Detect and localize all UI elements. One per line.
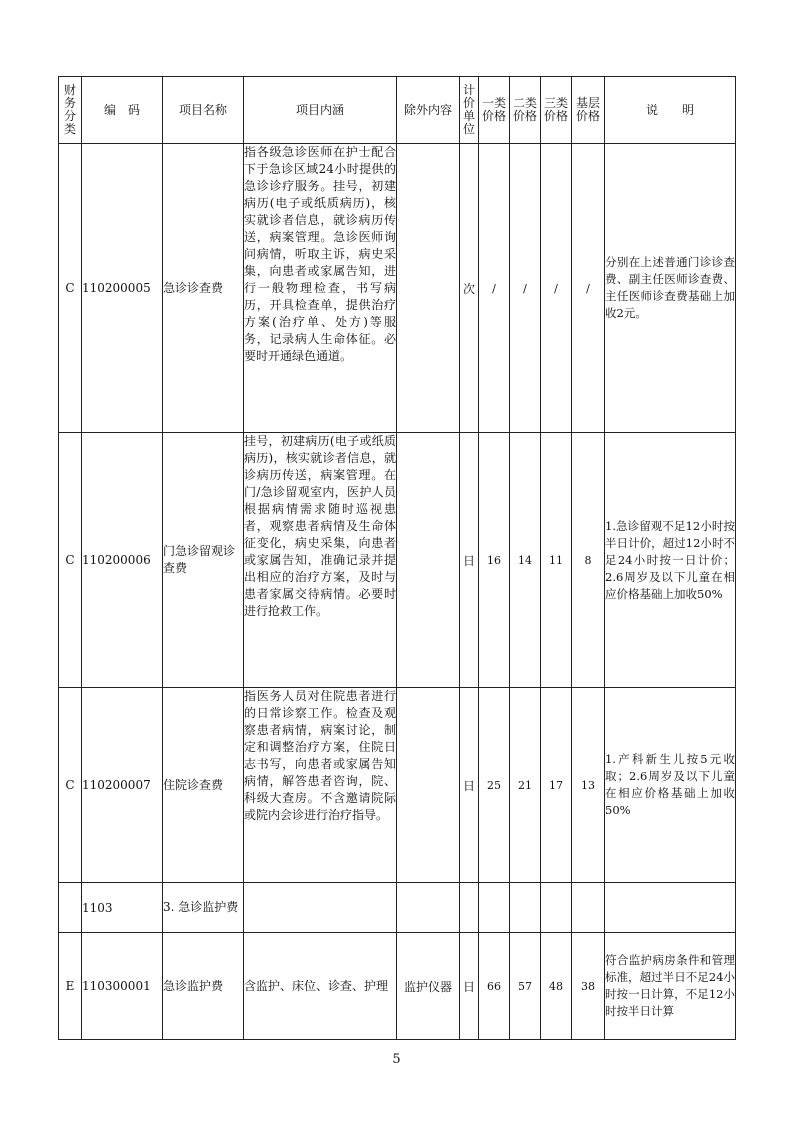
row-grassroots: 38	[572, 933, 605, 1040]
row-note: 符合监护病房条件和管理标准，超过半日不足24小时按一日计算，不足12小时按半日计算	[605, 933, 736, 1040]
row-unit: 日	[460, 433, 479, 688]
row-note: 1.急诊留观不足12小时按半日计价，超过12小时不足24小时按一日计价；2.6周岁及以下儿童在相应价格基础上加收50%	[605, 433, 736, 688]
row-note: 分别在上述普通门诊诊查费、副主任医师诊查费、主任医师诊查费基础上加收2元。	[605, 144, 736, 433]
header-code: 编 码	[82, 77, 163, 144]
header-unit: 计价单位	[460, 77, 479, 144]
header-price1: 一类价格	[479, 77, 510, 144]
row-unit	[460, 883, 479, 933]
row-content: 指医务人员对住院患者进行的日常诊察工作。检查及观察患者病情，病案讨论，制定和调整治疗方案，住院日志书写，向患者或家属告知病情，解答患者咨询，院、科级大查房。不含邀请院际或院内会诊进行治疗指导。	[244, 688, 397, 883]
table-row	[59, 144, 736, 433]
row-grassroots	[572, 883, 605, 933]
row-exclusions: 监护仪器	[397, 933, 460, 1040]
row-price2: 14	[510, 433, 541, 688]
row-price2	[510, 883, 541, 933]
row-unit: 日	[460, 688, 479, 883]
pricing-table	[58, 76, 736, 1040]
header-name: 项目名称	[163, 77, 244, 144]
table-row	[59, 688, 736, 883]
row-price1: /	[479, 144, 510, 433]
row-name: 门急诊留观诊查费	[163, 433, 244, 688]
row-price1: 25	[479, 688, 510, 883]
row-note	[605, 883, 736, 933]
row-price3	[541, 883, 572, 933]
header-price3: 三类价格	[541, 77, 572, 144]
row-name: 急诊诊查费	[163, 144, 244, 433]
row-price2: /	[510, 144, 541, 433]
row-price1	[479, 883, 510, 933]
row-grassroots: 13	[572, 688, 605, 883]
row-grassroots: /	[572, 144, 605, 433]
row-content: 挂号，初建病历(电子或纸质病历)，核实就诊者信息，就诊病历传送，病案管理。在门/急诊留观室内，医护人员根据病情需求随时巡视患者，观察患者病情及生命体征变化，病史采集，向患者或家属告知，准确记录并提出相应的治疗方案，及时与患者家属交待病情。必要时进行抢救工作。	[244, 433, 397, 688]
row-grassroots: 8	[572, 433, 605, 688]
row-price1: 66	[479, 933, 510, 1040]
row-price3: 11	[541, 433, 572, 688]
section-title: 3. 急诊监护费	[163, 883, 244, 933]
row-category	[59, 883, 82, 933]
page-number: 5	[392, 1052, 401, 1067]
section-row	[59, 883, 736, 933]
row-category: E	[59, 933, 82, 1040]
header-note: 说 明	[605, 77, 736, 144]
row-content	[244, 883, 397, 933]
row-exclusions	[397, 688, 460, 883]
row-category: C	[59, 144, 82, 433]
header-content: 项目内涵	[244, 77, 397, 144]
row-category: C	[59, 433, 82, 688]
row-price3: 17	[541, 688, 572, 883]
row-note: 1.产科新生儿按5元收取；2.6周岁及以下儿童在相应价格基础上加收50%	[605, 688, 736, 883]
row-code: 110200007	[82, 688, 163, 883]
row-unit: 次	[460, 144, 479, 433]
row-content: 含监护、床位、诊查、护理	[244, 933, 397, 1040]
header-row	[59, 77, 736, 144]
row-exclusions	[397, 883, 460, 933]
row-exclusions	[397, 144, 460, 433]
row-name: 住院诊查费	[163, 688, 244, 883]
row-price3: 48	[541, 933, 572, 1040]
header-grassroots: 基层价格	[572, 77, 605, 144]
table-row	[59, 933, 736, 1040]
row-name: 急诊监护费	[163, 933, 244, 1040]
section-code: 1103	[82, 883, 163, 933]
row-unit: 日	[460, 933, 479, 1040]
row-price1: 16	[479, 433, 510, 688]
row-code: 110200005	[82, 144, 163, 433]
header-category: 财务分类	[59, 77, 82, 144]
header-price2: 二类价格	[510, 77, 541, 144]
row-exclusions	[397, 433, 460, 688]
row-code: 110300001	[82, 933, 163, 1040]
row-price2: 21	[510, 688, 541, 883]
row-content: 指各级急诊医师在护士配合下于急诊区域24小时提供的急诊诊疗服务。挂号，初建病历(电子或纸质病历)，核实就诊者信息，就诊病历传送，病案管理。急诊医师询问病情，听取主诉，病史采集，向患者或家属告知，进行一般物理检查，书写病历，开具检查单，提供治疗方案(治疗单、处方)等服务，记录病人生命体征。必要时开通绿色通道。	[244, 144, 397, 433]
row-code: 110200006	[82, 433, 163, 688]
table-row	[59, 433, 736, 688]
header-exclusions: 除外内容	[397, 77, 460, 144]
row-category: C	[59, 688, 82, 883]
row-price2: 57	[510, 933, 541, 1040]
row-price3: /	[541, 144, 572, 433]
